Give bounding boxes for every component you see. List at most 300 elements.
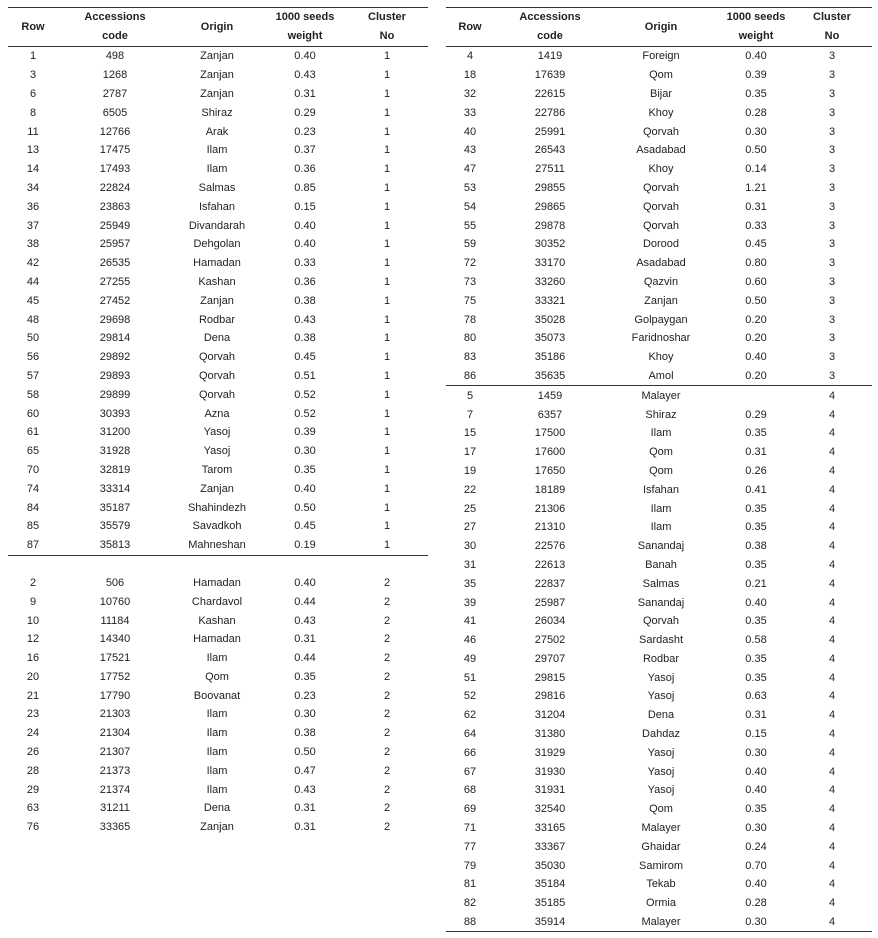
cell-row: 84 [26,501,40,514]
cell-seed-weight: 0.63 [745,690,767,703]
cell-origin: Qom [649,464,673,477]
cell-row: 56 [26,351,40,364]
cell-seed-weight: 1.21 [745,181,767,194]
cell-seed-weight: 0.35 [745,87,767,100]
cell-origin: Isfahan [642,483,680,496]
cell-origin: Qorvah [642,200,680,213]
cell-row: 57 [26,369,40,382]
cell-row: 17 [463,446,477,459]
cell-seed-weight: 0.35 [745,521,767,534]
cell-row: 22 [463,483,477,496]
cell-accession-code: 25957 [99,238,131,251]
cell-cluster-no: 4 [828,615,836,628]
cell-row: 68 [463,784,477,797]
table-row [446,668,872,687]
cell-origin: Ilam [206,144,228,157]
table-row [446,837,872,856]
cell-cluster-no: 4 [828,634,836,647]
cell-accession-code: 21374 [99,783,131,796]
table-row [8,743,428,762]
cell-seed-weight: 0.40 [294,219,316,232]
cell-seed-weight: 0.21 [745,577,767,590]
cell-cluster-no: 4 [828,408,836,421]
cluster-group [8,47,428,556]
table-row [446,800,872,819]
cell-cluster-no: 4 [828,822,836,835]
cell-cluster-no: 2 [383,821,391,834]
cell-seed-weight: 0.35 [745,671,767,684]
cell-cluster-no: 4 [828,784,836,797]
cell-row: 37 [26,219,40,232]
table-row [446,66,872,85]
header-row [446,8,494,46]
table-row [446,556,872,575]
cell-accession-code: 33314 [99,482,131,495]
table-row [8,630,428,649]
cell-row: 2 [29,576,37,589]
cell-row: 74 [26,482,40,495]
table-row [446,631,872,650]
cell-seed-weight: 0.50 [294,746,316,759]
cell-seed-weight: 0.30 [745,822,767,835]
cell-origin: Shahindezh [187,501,247,514]
cell-cluster-no: 1 [383,426,391,439]
cell-seed-weight: 0.40 [294,482,316,495]
cell-row: 6 [29,87,37,100]
table-row [8,611,428,630]
cell-cluster-no: 4 [828,916,836,929]
table-row [8,517,428,536]
table-row [8,574,428,593]
cell-row: 28 [26,764,40,777]
cell-row: 23 [26,708,40,721]
cell-origin: Malayer [641,389,681,402]
cell-cluster-no: 1 [383,407,391,420]
cell-accession-code: 21373 [99,764,131,777]
cell-cluster-no: 1 [383,482,391,495]
cell-cluster-no: 4 [828,521,836,534]
cell-accession-code: 31929 [534,746,566,759]
cell-row: 88 [463,916,477,929]
cell-seed-weight: 0.35 [745,803,767,816]
cell-origin: Zanjan [200,821,234,834]
cell-cluster-no: 4 [828,596,836,609]
cell-cluster-no: 2 [383,595,391,608]
cell-seed-weight: 0.40 [745,50,767,63]
header-text: Row [458,20,482,33]
cell-seed-weight: 0.31 [294,87,316,100]
header-text: 1000 seeds [726,11,786,23]
cell-row: 52 [463,690,477,703]
cell-cluster-no: 3 [828,125,836,138]
cell-accession-code: 21307 [99,746,131,759]
cell-row: 19 [463,464,477,477]
cell-origin: Qom [649,446,673,459]
cell-origin: Dorood [642,238,680,251]
header-text: Accessions [519,11,581,23]
table-row [8,592,428,611]
table-row [446,894,872,913]
cell-seed-weight: 0.19 [294,539,316,552]
cell-accession-code: 26034 [534,615,566,628]
cell-accession-code: 35187 [99,501,131,514]
cell-row: 31 [463,558,477,571]
table-row [446,291,872,310]
table-row [446,913,872,932]
header-text: 1000 seeds [275,11,335,23]
cell-accession-code: 35185 [534,897,566,910]
cell-origin: Ilam [206,163,228,176]
cell-origin: Malayer [641,822,681,835]
cell-cluster-no: 4 [828,671,836,684]
cell-accession-code: 2787 [102,87,128,100]
cell-origin: Yasoj [647,765,675,778]
cell-cluster-no: 1 [383,257,391,270]
cell-accession-code: 29707 [534,652,566,665]
table-row [8,329,428,348]
cell-cluster-no: 4 [828,765,836,778]
cell-accession-code: 17500 [534,427,566,440]
cell-origin: Yasoj [647,671,675,684]
cell-cluster-no: 2 [383,689,391,702]
cell-origin: Sanandaj [637,596,685,609]
cell-row: 15 [463,427,477,440]
table-row [8,724,428,743]
cell-row: 5 [466,389,474,402]
header-text: code [102,30,128,42]
cell-origin: Qom [649,803,673,816]
cell-origin: Zanjan [644,294,678,307]
cell-accession-code: 30352 [534,238,566,251]
header-origin [606,8,716,46]
header-accession-code [58,8,172,46]
cell-seed-weight: 0.38 [294,294,316,307]
cell-origin: Qazvin [643,275,679,288]
header-text: Row [21,20,45,33]
cell-row: 72 [463,257,477,270]
table-row [446,743,872,762]
cell-accession-code: 26543 [534,144,566,157]
cell-origin: Faridnoshar [631,332,691,345]
cell-origin: Mahneshan [188,539,246,552]
cell-accession-code: 12766 [99,125,131,138]
table-row [8,780,428,799]
cell-accession-code: 29892 [99,351,131,364]
table-right [446,7,872,932]
cell-accession-code: 29816 [534,690,566,703]
cell-cluster-no: 3 [828,294,836,307]
cell-row: 58 [26,388,40,401]
cell-row: 42 [26,257,40,270]
header-text: Cluster [813,11,851,23]
table-row [8,479,428,498]
table-row [446,650,872,669]
cell-seed-weight: 0.35 [294,463,316,476]
cell-cluster-no: 1 [383,219,391,232]
cell-cluster-no: 4 [828,652,836,665]
cell-accession-code: 27511 [535,163,565,176]
cell-cluster-no: 4 [828,878,836,891]
cell-accession-code: 17493 [99,163,131,176]
table-row [446,103,872,122]
cell-seed-weight: 0.38 [745,540,767,553]
cell-row: 76 [26,821,40,834]
table-row [8,649,428,668]
cell-seed-weight: 0.23 [294,689,316,702]
cell-row: 44 [26,275,40,288]
table-row [446,462,872,481]
cell-cluster-no: 4 [828,803,836,816]
cell-seed-weight: 0.30 [294,708,316,721]
cell-cluster-no: 1 [383,69,391,82]
cell-accession-code: 31931 [534,784,566,797]
table-row [446,875,872,894]
cell-seed-weight: 0.39 [745,69,767,82]
cell-cluster-no: 4 [828,709,836,722]
cell-seed-weight: 0.70 [745,859,767,872]
cell-cluster-no: 2 [383,614,391,627]
cell-accession-code: 29855 [534,181,566,194]
table-row [446,593,872,612]
cell-cluster-no: 3 [828,238,836,251]
cell-origin: Qorvah [198,351,236,364]
cell-row: 64 [463,728,477,741]
cell-accession-code: 21310 [534,521,566,534]
table-row [446,856,872,875]
cell-seed-weight: 0.33 [294,257,316,270]
cell-cluster-no: 4 [828,746,836,759]
cell-accession-code: 31380 [534,728,566,741]
cell-row: 81 [463,878,477,891]
cell-origin: Amol [648,369,674,382]
cell-seed-weight: 0.33 [745,219,767,232]
cell-origin: Malayer [641,916,681,929]
cell-seed-weight: 0.28 [745,897,767,910]
cell-accession-code: 506 [105,576,125,589]
cell-cluster-no: 3 [828,313,836,326]
table-row [446,819,872,838]
header-text: Accessions [84,11,146,23]
cell-origin: Ilam [650,502,672,515]
cell-seed-weight: 0.35 [745,502,767,515]
table-row [8,668,428,687]
cell-origin: Ilam [650,427,672,440]
header-cluster-no [796,8,868,46]
cell-seed-weight: 0.50 [745,294,767,307]
cell-row: 26 [26,746,40,759]
cell-seed-weight: 0.20 [745,369,767,382]
cell-accession-code: 1419 [537,50,563,63]
table-row [8,310,428,329]
cell-seed-weight: 0.51 [294,369,316,382]
cell-origin: Hamadan [193,257,241,270]
cell-cluster-no: 2 [383,633,391,646]
cell-seed-weight: 0.23 [294,125,316,138]
cell-origin: Yasoj [203,445,231,458]
cell-cluster-no: 1 [383,125,391,138]
cell-row: 50 [26,332,40,345]
cell-row: 11 [27,125,39,138]
cell-cluster-no: 3 [828,87,836,100]
cell-accession-code: 17639 [534,69,566,82]
cell-seed-weight: 0.40 [745,878,767,891]
cell-seed-weight: 0.36 [294,163,316,176]
cell-cluster-no: 1 [383,332,391,345]
cell-origin: Salmas [642,577,680,590]
cell-row: 30 [463,540,477,553]
cell-origin: Foreign [642,50,680,63]
cell-seed-weight: 0.30 [294,445,316,458]
table-row [8,235,428,254]
cell-origin: Tekab [646,878,676,891]
cell-origin: Tarom [201,463,233,476]
cell-seed-weight: 0.44 [294,595,316,608]
cell-row: 32 [463,87,477,100]
cell-origin: Dena [203,802,231,815]
table-row [446,480,872,499]
cell-cluster-no: 2 [383,802,391,815]
cell-row: 10 [26,614,40,627]
cell-origin: Dahdaz [642,728,680,741]
cell-row: 33 [463,106,477,119]
cell-row: 53 [463,181,477,194]
cell-cluster-no: 2 [383,783,391,796]
cell-origin: Khoy [648,106,674,119]
table-row [8,442,428,461]
cell-cluster-no: 2 [383,670,391,683]
cell-origin: Divandarah [188,219,246,232]
cell-row: 43 [463,144,477,157]
cell-accession-code: 35073 [534,332,566,345]
cell-accession-code: 23863 [99,200,131,213]
table-row [446,386,872,405]
cell-cluster-no: 1 [383,163,391,176]
cell-seed-weight: 0.40 [294,576,316,589]
cell-row: 51 [463,671,477,684]
cell-accession-code: 29815 [534,671,566,684]
cell-seed-weight: 0.85 [294,181,316,194]
cell-seed-weight: 0.50 [294,501,316,514]
table-row [446,254,872,273]
cell-cluster-no: 1 [383,539,391,552]
cell-accession-code: 29698 [99,313,131,326]
cell-row: 79 [463,859,477,872]
cell-row: 8 [29,106,37,119]
cell-cluster-no: 4 [828,897,836,910]
cell-row: 45 [26,294,40,307]
table-row [8,799,428,818]
cell-row: 35 [463,577,477,590]
cell-seed-weight: 0.30 [745,746,767,759]
cell-cluster-no: 1 [383,106,391,119]
cell-seed-weight: 0.43 [294,614,316,627]
table-header [8,8,428,47]
cell-row: 25 [463,502,477,515]
cell-origin: Kashan [198,614,236,627]
cell-cluster-no: 4 [828,728,836,741]
cell-cluster-no: 1 [383,351,391,364]
cell-accession-code: 33260 [534,275,566,288]
table-row [446,47,872,66]
cell-origin: Qom [205,670,229,683]
table-row [8,761,428,780]
cell-accession-code: 31211 [100,802,130,815]
table-row [446,574,872,593]
cell-row: 34 [26,181,40,194]
cell-cluster-no: 4 [828,540,836,553]
cell-seed-weight: 0.45 [745,238,767,251]
cell-row: 20 [26,670,40,683]
cell-cluster-no: 1 [383,520,391,533]
header-text: weight [738,30,774,42]
table-row [8,348,428,367]
table-row [8,122,428,141]
cell-row: 85 [26,520,40,533]
cell-cluster-no: 4 [828,389,836,402]
cell-cluster-no: 2 [383,576,391,589]
table-row [446,405,872,424]
cell-cluster-no: 1 [383,50,391,63]
table-row [8,498,428,517]
cell-origin: Savadkoh [192,520,242,533]
cell-cluster-no: 3 [828,144,836,157]
cell-row: 29 [26,783,40,796]
cell-seed-weight: 0.24 [745,840,767,853]
cell-seed-weight: 0.43 [294,313,316,326]
cell-accession-code: 14340 [99,633,131,646]
cell-origin: Sanandaj [637,540,685,553]
cell-cluster-no: 1 [383,388,391,401]
cell-seed-weight: 0.30 [745,916,767,929]
cell-seed-weight: 0.29 [294,106,316,119]
table-row [446,537,872,556]
table-row [8,367,428,386]
cell-accession-code: 22837 [534,577,566,590]
cell-accession-code: 29878 [534,219,566,232]
cell-origin: Dena [647,709,675,722]
cell-origin: Yasoj [203,426,231,439]
cell-cluster-no: 4 [828,464,836,477]
cell-row: 60 [26,407,40,420]
table-row [446,725,872,744]
table-left [8,7,428,837]
cell-row: 46 [463,634,477,647]
table-row [8,103,428,122]
cell-origin: Zanjan [200,294,234,307]
table-row [8,47,428,66]
table-row [8,705,428,724]
cell-accession-code: 33321 [534,294,566,307]
cell-accession-code: 33165 [534,822,566,835]
cell-origin: Sardasht [638,634,684,647]
cell-accession-code: 17650 [534,464,566,477]
cell-row: 41 [463,615,477,628]
header-text: weight [287,30,323,42]
cell-seed-weight: 0.14 [745,163,767,176]
cell-accession-code: 35579 [99,520,131,533]
cell-origin: Yasoj [647,746,675,759]
cell-accession-code: 35030 [534,859,566,872]
cell-accession-code: 21304 [99,727,131,740]
table-row [446,216,872,235]
cell-origin: Qorvah [642,615,680,628]
cell-seed-weight: 0.38 [294,727,316,740]
table-row [446,179,872,198]
cell-seed-weight: 0.43 [294,783,316,796]
table-row [446,85,872,104]
header-row [8,8,58,46]
cell-seed-weight: 0.37 [294,144,316,157]
